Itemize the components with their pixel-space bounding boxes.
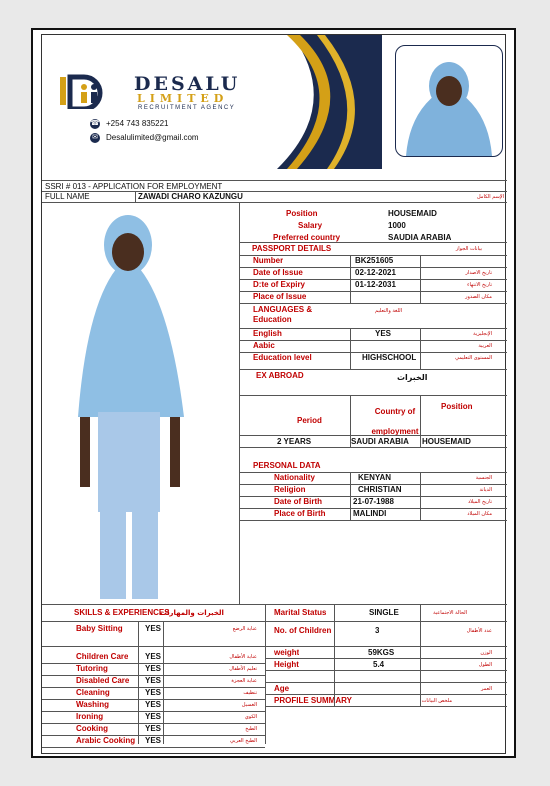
application-page: [31, 28, 516, 758]
arabic-ar: العربية: [478, 343, 492, 349]
religion-value: CHRISTIAN: [358, 485, 402, 494]
country-value: SAUDIA ARABIA: [388, 233, 452, 242]
skill-label: Arabic Cooking: [76, 736, 136, 745]
religion-ar: الديانة: [479, 487, 492, 493]
company-name: DESALU: [134, 73, 241, 95]
skill-label-ar: تعليم الأطفال: [229, 666, 257, 672]
children-label: No. of Children: [274, 626, 332, 635]
weight-value: 59KGS: [368, 648, 395, 657]
skill-value: YES: [145, 676, 162, 685]
pob-label: Place of Birth: [274, 509, 326, 518]
abroad-title-ar: الخبرات: [397, 373, 428, 382]
skill-label-ar: الطبخ: [245, 726, 257, 732]
marital-value: SINGLE: [369, 608, 399, 617]
header-banner: [42, 35, 382, 169]
portrait-photo: [395, 45, 503, 157]
nationality-label: Nationality: [274, 473, 315, 482]
skill-value: YES: [145, 700, 162, 709]
full-name-label: FULL NAME: [45, 192, 90, 201]
abroad-title: EX ABROAD: [256, 371, 304, 380]
languages-title-ar: اللغة والتعليم: [375, 308, 402, 314]
children-ar: عدد الأطفال: [466, 628, 492, 634]
english-ar: الإنجليزية: [473, 331, 492, 337]
children-value: 3: [375, 626, 380, 635]
skills-title-ar: الخبرات والمهارات: [160, 609, 224, 617]
passport-title: PASSPORT DETAILS: [252, 244, 332, 253]
form-title: SSRI # 013 - APPLICATION FOR EMPLOYMENT: [45, 182, 223, 191]
english-value: YES: [375, 329, 392, 338]
email-address: Desalulimited@gmail.com: [106, 133, 199, 142]
profile-summary-ar: ملخص البيانات: [421, 698, 452, 704]
dob-value: 21-07-1988: [353, 497, 394, 506]
skill-label: Cooking: [76, 724, 108, 733]
religion-label: Religion: [274, 485, 306, 494]
languages-title: LANGUAGES & Education: [253, 305, 313, 324]
pob-value: MALINDI: [353, 509, 387, 518]
skill-label: Disabled Care: [76, 676, 130, 685]
expiry-value: 01-12-2031: [355, 280, 396, 289]
company-tagline: RECRUITMENT AGENCY: [138, 105, 236, 111]
skill-value: YES: [145, 724, 162, 733]
position-header: Position: [441, 402, 473, 411]
abroad-position: HOUSEMAID: [422, 437, 471, 446]
salary-value: 1000: [388, 221, 406, 230]
skill-label-ar: الكوي: [244, 714, 257, 720]
place-issue-ar: مكان الصدور: [465, 294, 492, 300]
english-label: English: [253, 329, 282, 338]
nationality-value: KENYAN: [358, 473, 392, 482]
skill-label-ar: عناية الرضع: [232, 626, 257, 632]
weight-label: weight: [274, 648, 300, 657]
skill-value: YES: [145, 736, 162, 745]
issue-value: 02-12-2021: [355, 268, 396, 277]
passport-title-ar: بيانات الجواز: [455, 246, 482, 252]
skill-label-ar: الغسيل: [241, 702, 257, 708]
weight-ar: الوزن: [480, 650, 492, 656]
skill-label: Cleaning: [76, 688, 110, 697]
position-label: Position: [286, 209, 318, 218]
skill-value: YES: [145, 664, 162, 673]
passport-number: BK251605: [355, 256, 394, 265]
place-issue-label: Place of Issue: [253, 292, 307, 301]
marital-ar: الحالة الاجتماعية: [433, 610, 467, 616]
skill-label: Tutoring: [76, 664, 108, 673]
salary-label: Salary: [298, 221, 323, 230]
education-value: HIGHSCHOOL: [362, 353, 417, 362]
period-header: Period: [297, 416, 322, 425]
age-ar: العمر: [481, 686, 492, 692]
height-value: 5.4: [373, 660, 385, 669]
age-label: Age: [274, 684, 290, 693]
company-logo: [58, 73, 122, 109]
skill-value: YES: [145, 712, 162, 721]
full-body-photo: [58, 207, 198, 605]
abroad-country: SAUDI ARABIA: [351, 437, 409, 446]
skill-label-ar: عناية العجزة: [231, 678, 257, 684]
issue-label: Date of Issue: [253, 268, 303, 277]
skill-value: YES: [145, 624, 162, 633]
country-header: Country of employment: [371, 407, 419, 436]
email-icon: ✉: [90, 133, 100, 143]
skill-label: Children Care: [76, 652, 129, 661]
skill-label-ar: تنظيف: [243, 690, 257, 696]
full-name-value: ZAWADI CHARO KAZUNGU: [138, 192, 243, 201]
passport-number-label: Number: [253, 256, 284, 265]
education-label: Education level: [253, 353, 312, 362]
expiry-label: D:te of Expiry: [253, 280, 306, 289]
education-ar: المستوى التعليمي: [455, 355, 492, 361]
pob-ar: مكان الميلاد: [467, 511, 492, 517]
dob-ar: تاريخ الميلاد: [467, 499, 492, 505]
phone-number: +254 743 835221: [106, 119, 169, 128]
skill-value: YES: [145, 652, 162, 661]
abroad-period: 2 YEARS: [277, 437, 312, 446]
nationality-ar: الجنسية: [475, 475, 492, 481]
country-label: Preferred country: [273, 233, 341, 242]
phone-icon: ☎: [90, 120, 100, 127]
skill-label: Baby Sitting: [76, 624, 123, 633]
skill-label-ar: الطبخ العربي: [230, 738, 257, 744]
issue-ar: تاريخ الاصدار: [465, 270, 492, 276]
skill-label: Washing: [76, 700, 110, 709]
form-frame: [41, 34, 506, 754]
profile-summary-label: PROFILE SUMMARY: [274, 696, 352, 705]
dob-label: Date of Birth: [274, 497, 322, 506]
personal-title: PERSONAL DATA: [253, 461, 321, 470]
height-ar: الطول: [478, 662, 492, 668]
skills-title: SKILLS & EXPERIENCES: [74, 608, 170, 617]
company-sub: LIMITED: [137, 92, 229, 105]
marital-label: Marital Status: [274, 608, 327, 617]
arabic-label: Aabic: [253, 341, 275, 350]
position-value: HOUSEMAID: [388, 209, 437, 218]
skill-value: YES: [145, 688, 162, 697]
skill-label: Ironing: [76, 712, 104, 721]
full-name-ar: الإسم الكامل: [476, 194, 504, 200]
skill-label-ar: عناية الأطفال: [229, 654, 257, 660]
expiry-ar: تاريخ الانتهاء: [467, 282, 492, 288]
height-label: Height: [274, 660, 299, 669]
